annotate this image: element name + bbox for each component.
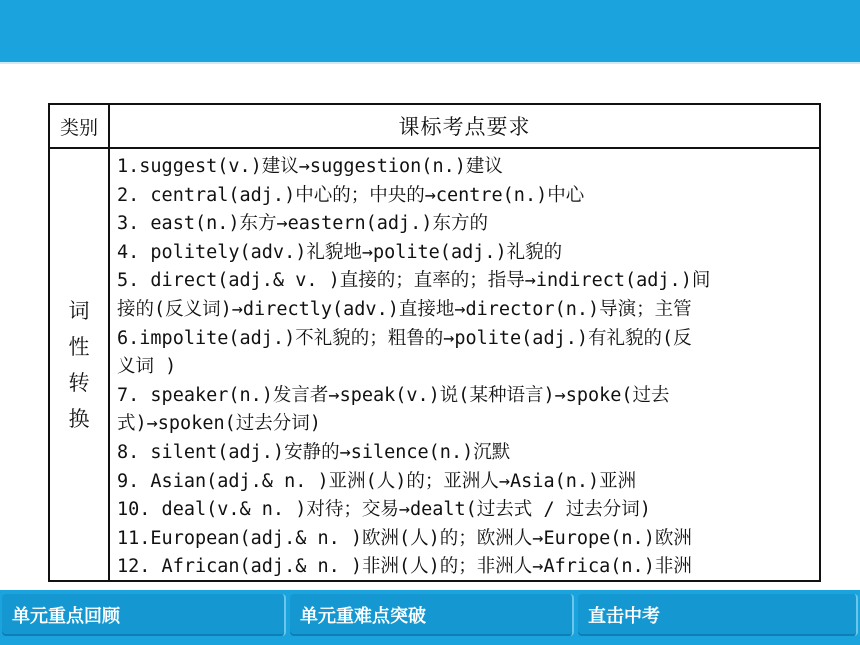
- content-line: 9. Asian(adj.& n. )亚洲(人)的；亚洲人→Asia(n.)亚洲: [117, 470, 637, 492]
- top-divider: [0, 62, 860, 64]
- exam-practice-button[interactable]: 直击中考: [578, 594, 858, 636]
- column-divider: [108, 149, 110, 580]
- content-line: 3. east(n.)东方→eastern(adj.)东方的: [117, 213, 488, 235]
- content-line: 11.European(adj.& n. )欧洲(人)的；欧洲人→Europe(n.)欧洲: [117, 527, 692, 549]
- content-line: 4. politely(adv.)礼貌地→polite(adj.)礼貌的: [117, 241, 563, 263]
- content-line: 7. speaker(n.)发言者→speak(v.)说(某种语言)→spoke(过去: [117, 384, 670, 406]
- category-char: 性: [68, 334, 90, 359]
- content-line: 8. silent(adj.)安静的→silence(n.)沉默: [117, 441, 511, 463]
- category-char: 转: [68, 370, 90, 395]
- key-difficulties-button[interactable]: 单元重难点突破: [290, 594, 574, 636]
- content-line: 2. central(adj.)中心的；中央的→centre(n.)中心: [117, 184, 585, 206]
- category-cell: [50, 149, 108, 580]
- content-line: 接的(反义词)→directly(adv.)直接地→director(n.)导演；主管: [117, 298, 692, 320]
- content-cell: [117, 153, 815, 582]
- unit-review-button[interactable]: 单元重点回顾: [2, 594, 286, 636]
- content-line: 1.suggest(v.)建议→suggestion(n.)建议: [117, 156, 503, 177]
- content-line: 6.impolite(adj.)不礼貌的；粗鲁的→polite(adj.)有礼貌的(反: [117, 327, 692, 349]
- content-line: 10. deal(v.& n. )对待；交易→dealt(过去式 / 过去分词): [117, 499, 651, 521]
- header-category: 类别: [59, 116, 98, 139]
- header-title: 课标考点要求: [398, 115, 531, 139]
- top-banner: [0, 0, 860, 62]
- table-header: [50, 105, 819, 149]
- category-char: 换: [68, 406, 90, 431]
- vocab-table: [48, 103, 821, 582]
- content-line: 义词 ): [117, 356, 177, 378]
- content-line: 5. direct(adj.& v. )直接的；直率的；指导→indirect(adj.)间: [117, 270, 711, 292]
- content-line: 12. African(adj.& n. )非洲(人)的；非洲人→Africa(n.)非洲: [117, 556, 692, 578]
- category-char: 词: [68, 298, 90, 323]
- content-line: 式)→spoken(过去分词): [117, 413, 321, 435]
